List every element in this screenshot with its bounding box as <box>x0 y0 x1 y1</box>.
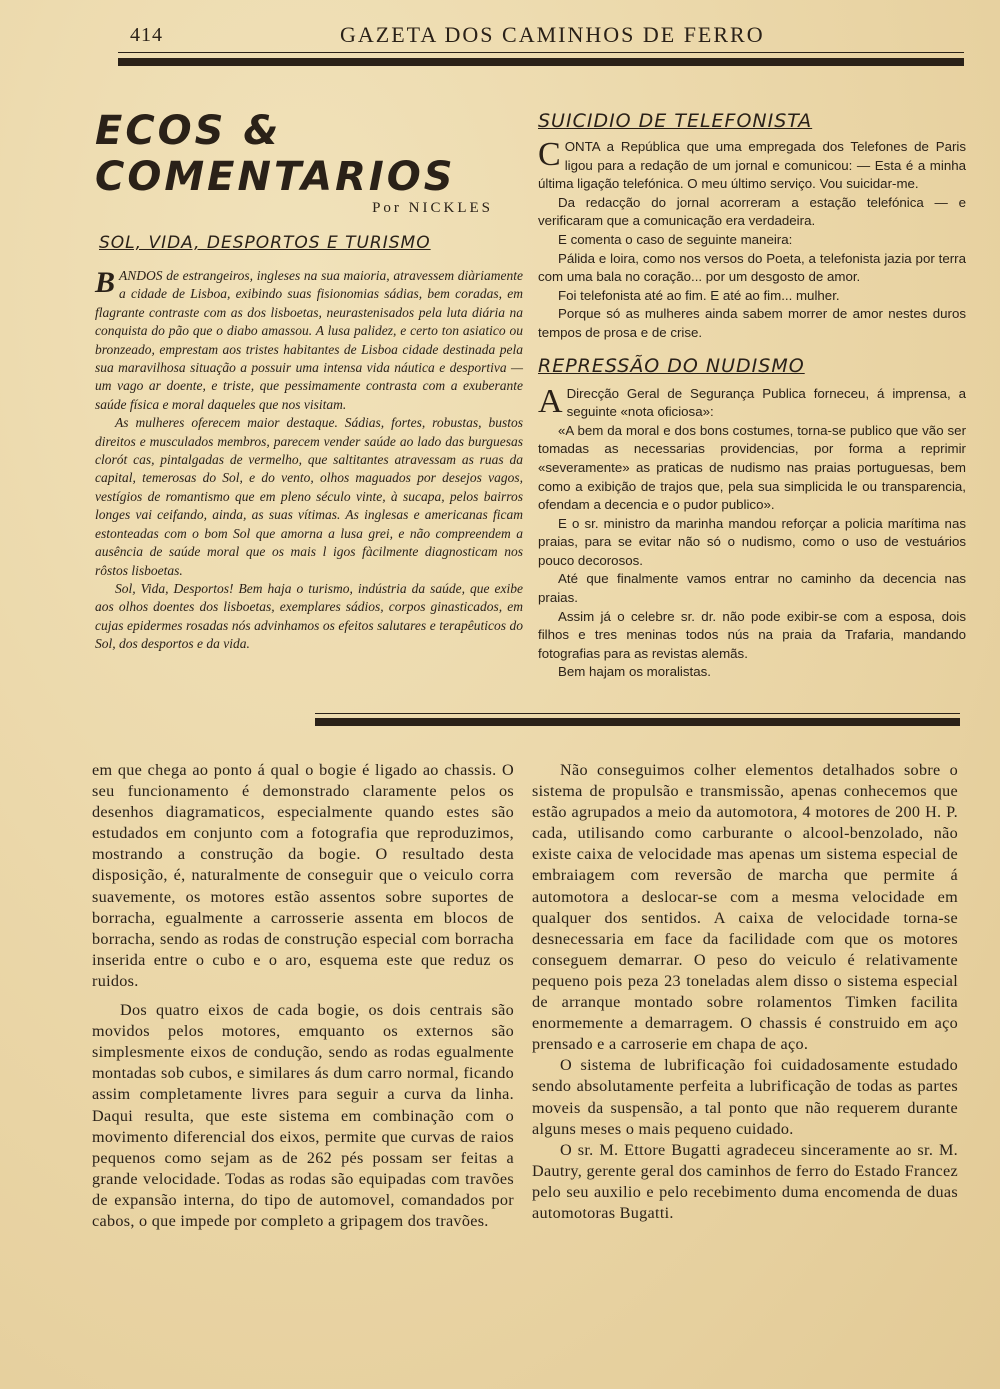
header-rule-thick <box>118 58 964 66</box>
article-right-paragraph-2: O sistema de lubrificação foi cuidadosamente estudado sendo absolutamente perfeita a lubrificação de todas as partes moveis da suspensão, a tal ponto que não requerem durante alguns meses o mais pequeno cuidado. <box>532 1056 958 1138</box>
article-right-column <box>532 760 958 1224</box>
nudismo-paragraph-4: Até que finalmente vamos entrar no caminho da decencia nas praias. <box>538 571 966 606</box>
page-number: 414 <box>130 24 163 46</box>
news-column <box>538 110 966 682</box>
suicidio-paragraph-3: E comenta o caso de seguinte maneira: <box>558 231 793 247</box>
article-right-paragraph-3: O sr. M. Ettore Bugatti agradeceu sinceramente ao sr. M. Dautry, gerente geral dos caminhos de ferro do Estado Francez pelo seu auxilio e pelo recebimento duma encomenda de duas automotoras Bugatti. <box>532 1140 958 1222</box>
suicidio-paragraph-1: CONTA a República que uma empregada dos Telefones de Paris ligou para a redação de um jornal e comunicou: — Esta é a minha última ligação telefónica. O meu último serviço. Vou suicidar-me. <box>538 136 966 192</box>
nudismo-paragraph-6: Bem hajam os moralistas. <box>558 664 711 680</box>
drop-cap: B <box>95 266 116 299</box>
page-header <box>0 22 1000 52</box>
ecos-paragraph-3: Sol, Vida, Desportos! Bem haja o turismo, indústria da saúde, que exibe aos olhos doentes dos lisboetas, exemplares sádios, corpos ginasticados, em cujas epidermes rosadas nós advinhamos os efeitos salutares e terapêuticos do Sol, dos desportos e da vida. <box>95 580 523 652</box>
suicidio-body <box>538 138 966 343</box>
nudismo-paragraph-5: Assim já o celebre sr. dr. não pode exibir-se com a esposa, dois filhos e tres meninas todos nús na praia da Trafaria, mandando fotografias para as revistas alemãs. <box>538 608 966 661</box>
suicidio-paragraph-6: Porque só as mulheres ainda sabem morrer de amor nestes duros tempos de prosa e de crise. <box>538 306 966 340</box>
byline: Por NICKLES <box>372 200 493 216</box>
nudismo-body <box>538 382 966 683</box>
article-right-paragraph-1: Não conseguimos colher elementos detalhados sobre o sistema de propulsão e transmissão, apenas conhecemos que estão agrupados a meio da automotora, 4 motores de 200 H. P. cada, utilisando como carburante o alcool-benzolado, não existe caixa de velocidade mas apenas um sistema especial de embraiagem com reversão de marcha que permite á automotora a deslocar-se com a mesma velocidade em qualquer dos sentidos. A caixa de velocidade torna-se desnecessaria em face da facilidade com que os motores conseguem demarrar. O peso do veiculo é relativamente pequeno pois peza 23 toneladas alem disso o sistema especial de arranque montado sobre rolamentos Timken facilita enormemente a demarragem. O chassis é construido em aço prensado e a carroserie em chapa de aço. <box>532 761 958 1054</box>
ecos-title: ECOS & COMENTARIOS <box>95 108 456 200</box>
ecos-column <box>95 108 523 654</box>
publication-title: GAZETA DOS CAMINHOS DE FERRO <box>340 22 765 47</box>
nudismo-paragraph-2: «A bem da moral e dos bons costumes, torna-se publico que vão ser tomadas as necessarias providencias, por forma a reprimir «severamente» as praticas de nudismo nas praias portuguesas, bem como a exibição de trajos que, pela sua simplicida le ou transparencia, ofendam a decencia e o pudor publico». <box>538 422 966 513</box>
ecos-paragraph-2: As mulheres oferecem maior destaque. Sádias, fortes, robustas, bustos direitos e musculados membros, parecem vender saúde ao lado das burguesas clorót cas, pintalgadas de vermelho, que saltitantes atravessam as ruas da capital, temerosas do Sol, e do vento, olhos maguados por desejos vagos, vestígios de romantismo que em pleno século vinte, à sucapa, pelos bairros longes vai ceifando, ainda, as suas vítimas. As inglesas e americanas ficam estonteadas com o bom Sol que amorna a lusa grei, e não compreendem a ausência de saúde moral que os mais l igos fàcilmente diagnosticam nos rôstos lisboetas. <box>95 415 523 578</box>
suicidio-title: SUICIDIO DE TELEFONISTA <box>538 110 813 132</box>
suicidio-paragraph-4: Pálida e loira, como nos versos do Poeta, a telefonista jazia por terra com uma bala no coração... por um desgosto de amor. <box>538 250 966 285</box>
article-left-paragraph-2: Dos quatro eixos de cada bogie, os dois centrais são movidos pelos motores, emquanto os externos são simplesmente eixos de condução, sendo as rodas egualmente montadas sob cubos, e similares ás dum carro normal, ficando assim completamente livres para seguir a curva da linha. Daqui resulta, que este sistema em combinação com o movimento diferencial dos eixos, permite que curvas de raios pequenos como sejam as de 262 pés possam ser feitas a grande velocidade. Todas as rodas são equipadas com travões de expansão interna, do tipo de automovel, comandados por cabos, o que impede por completo a gripagem dos travões. <box>92 1001 514 1230</box>
nudismo-paragraph-1: A Direcção Geral de Segurança Publica forneceu, á imprensa, a seguinte «nota oficiosa»: <box>538 382 966 420</box>
suicidio-paragraph-2: Da redacção do jornal acorreram a estação telefónica — e verificaram que a comunicação era verdadeira. <box>538 194 966 229</box>
suicidio-paragraph-5: Foi telefonista até ao fim. E até ao fim... mulher. <box>558 287 840 303</box>
drop-cap: A <box>538 382 563 420</box>
header-rule-thin <box>118 52 964 53</box>
ecos-body <box>95 267 523 654</box>
ecos-paragraph-1: BANDOS de estrangeiros, ingleses na sua maioria, atravessem diàriamente a cidade de Lisboa, exibindo suas fisionomias sádias, bem coradas, em flagrante contraste com as dos lisboetas, neurastenisados pela luta diária na conquista do pão que o diabo amassou. A lusa palidez, e certo ton asiatico ou bronzeado, emprestam aos tristes habitantes de Lisboa cidade destinada pela sua maravilhosa situação a possuir uma intensa vida náutica e desportiva — um vago ar doente, e triste, que pessimamente contrasta com a exuberante saúde física e moral daqueles que nos visitam. <box>95 266 523 412</box>
article-left-column <box>92 760 514 1232</box>
ecos-section-title: SOL, VIDA, DESPORTOS E TURISMO <box>99 233 431 253</box>
nudismo-title: REPRESSÃO DO NUDISMO <box>538 354 805 377</box>
drop-cap: C <box>538 136 561 173</box>
nudismo-paragraph-3: E o sr. ministro da marinha mandou reforçar a policia marítima nas praias, para se evitar não só o nudismo, como o uso de vestuários pouco decorosos. <box>538 515 966 568</box>
separator-rule-thick <box>315 718 960 726</box>
separator-rule-thin <box>315 713 960 714</box>
article-left-paragraph-1: em que chega ao ponto á qual o bogie é ligado ao chassis. O seu funcionamento é demonstrado claramente pelos os desenhos diagramaticos, especialmente quando estes são estudados em conjunto com a fotografia que reproduzimos, mostrando a construção da bogie. O resultado desta disposição, é, naturalmente de conseguir que o veiculo corra suavemente, os motores estão assentos sobre suportes de borracha, egualmente a carrosserie assenta em blocos de borracha, sendo as rodas de construção especial com borracha inserida entre o cubo e o aro, esquema este que reduz os ruidos. <box>92 761 514 990</box>
